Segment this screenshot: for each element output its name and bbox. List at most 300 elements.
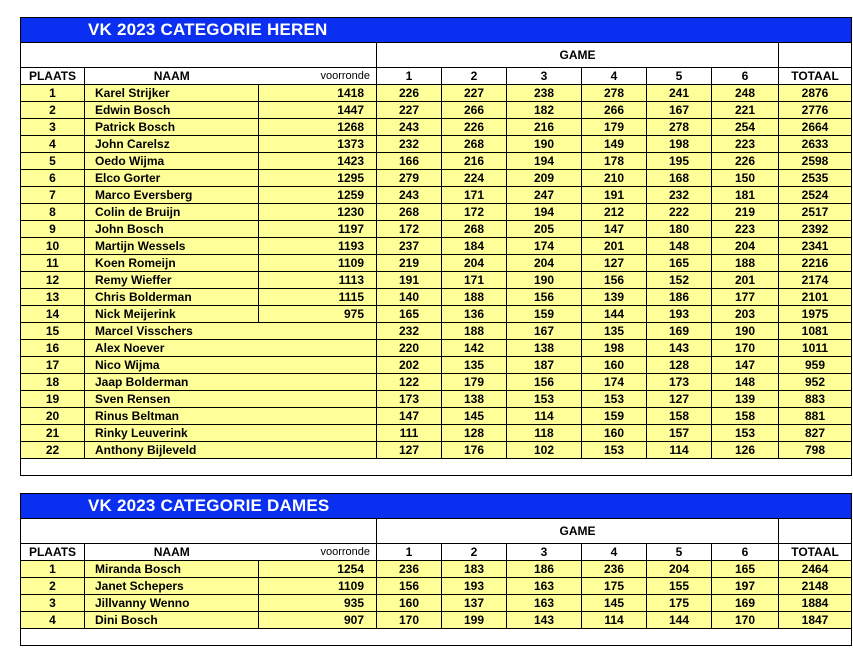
cell-totaal: 1884: [779, 595, 852, 612]
cell-game-6: 169: [712, 595, 779, 612]
cell-game-1: 166: [377, 153, 442, 170]
cell-game-6: 201: [712, 272, 779, 289]
cell-game-5: 165: [647, 255, 712, 272]
cell-game-2: 172: [442, 204, 507, 221]
cell-game-5: 128: [647, 357, 712, 374]
cell-game-4: 114: [582, 612, 647, 629]
cell-totaal: 2101: [779, 289, 852, 306]
cell-naam: Chris Bolderman: [85, 289, 259, 306]
cell-game-3: 153: [507, 391, 582, 408]
cell-totaal: 1011: [779, 340, 852, 357]
cell-naam: Jaap Bolderman: [85, 374, 377, 391]
game-label: GAME: [377, 43, 779, 68]
cell-plaats: 17: [21, 357, 85, 374]
table-row: [21, 119, 852, 136]
cell-game-1: 220: [377, 340, 442, 357]
cell-game-3: 163: [507, 578, 582, 595]
cell-plaats: 5: [21, 153, 85, 170]
cell-game-3: 209: [507, 170, 582, 187]
cell-plaats: 3: [21, 119, 85, 136]
cell-game-2: 226: [442, 119, 507, 136]
cell-totaal: 2633: [779, 136, 852, 153]
cell-totaal: 2341: [779, 238, 852, 255]
cell-game-1: 232: [377, 136, 442, 153]
cell-totaal: 2524: [779, 187, 852, 204]
cell-game-6: 254: [712, 119, 779, 136]
cell-plaats: 2: [21, 102, 85, 119]
cell-plaats: 12: [21, 272, 85, 289]
cell-plaats: 7: [21, 187, 85, 204]
cell-game-6: 197: [712, 578, 779, 595]
header-game-2: 2: [442, 68, 507, 85]
table-row: [21, 102, 852, 119]
cell-voorronde: 1259: [259, 187, 377, 204]
cell-game-1: 147: [377, 408, 442, 425]
header-voorronde: voorronde: [259, 68, 377, 85]
cell-totaal: 2216: [779, 255, 852, 272]
cell-game-2: 216: [442, 153, 507, 170]
table-row: [21, 595, 852, 612]
cell-game-3: 190: [507, 272, 582, 289]
cell-game-1: 279: [377, 170, 442, 187]
table-row: [21, 374, 852, 391]
cell-game-2: 171: [442, 272, 507, 289]
cell-naam: Miranda Bosch: [85, 561, 259, 578]
cell-totaal: 827: [779, 425, 852, 442]
cell-voorronde: 1373: [259, 136, 377, 153]
cell-game-2: 266: [442, 102, 507, 119]
cell-game-1: 219: [377, 255, 442, 272]
cell-game-6: 150: [712, 170, 779, 187]
cell-game-4: 159: [582, 408, 647, 425]
cell-naam: Rinky Leuverink: [85, 425, 377, 442]
table-row: [21, 357, 852, 374]
cell-game-6: 126: [712, 442, 779, 459]
dames-game-header-row: [21, 519, 852, 544]
cell-game-2: 136: [442, 306, 507, 323]
cell-game-5: 222: [647, 204, 712, 221]
cell-game-5: 180: [647, 221, 712, 238]
header-game-3: 3: [507, 68, 582, 85]
cell-game-6: 148: [712, 374, 779, 391]
cell-game-1: 172: [377, 221, 442, 238]
cell-game-6: 226: [712, 153, 779, 170]
cell-totaal: 952: [779, 374, 852, 391]
cell-naam: Karel Strijker: [85, 85, 259, 102]
cell-game-5: 173: [647, 374, 712, 391]
cell-naam: Koen Romeijn: [85, 255, 259, 272]
cell-game-1: 232: [377, 323, 442, 340]
cell-game-4: 160: [582, 425, 647, 442]
heren-table-section: [20, 17, 839, 476]
cell-game-4: 212: [582, 204, 647, 221]
heren-results-table: [20, 17, 852, 476]
cell-game-3: 205: [507, 221, 582, 238]
cell-game-1: 111: [377, 425, 442, 442]
table-row: [21, 306, 852, 323]
cell-game-1: 236: [377, 561, 442, 578]
table-row: [21, 255, 852, 272]
cell-plaats: 16: [21, 340, 85, 357]
cell-totaal: 2148: [779, 578, 852, 595]
cell-naam: Dini Bosch: [85, 612, 259, 629]
table-row: [21, 170, 852, 187]
cell-voorronde: 1418: [259, 85, 377, 102]
cell-game-5: 167: [647, 102, 712, 119]
cell-game-5: 114: [647, 442, 712, 459]
cell-game-5: 158: [647, 408, 712, 425]
cell-voorronde: 1113: [259, 272, 377, 289]
cell-naam: Elco Gorter: [85, 170, 259, 187]
cell-game-3: 143: [507, 612, 582, 629]
table-row: [21, 340, 852, 357]
cell-game-5: 195: [647, 153, 712, 170]
table-row: [21, 85, 852, 102]
cell-game-4: 179: [582, 119, 647, 136]
table-row: [21, 578, 852, 595]
cell-game-2: 183: [442, 561, 507, 578]
heren-title: VK 2023 CATEGORIE HEREN: [21, 18, 852, 43]
cell-plaats: 15: [21, 323, 85, 340]
table-row: [21, 221, 852, 238]
cell-game-1: 156: [377, 578, 442, 595]
cell-game-4: 178: [582, 153, 647, 170]
dames-results-table: [20, 493, 852, 646]
table-row: [21, 136, 852, 153]
cell-game-3: 118: [507, 425, 582, 442]
cell-voorronde: 907: [259, 612, 377, 629]
header-totaal: TOTAAL: [779, 68, 852, 85]
cell-game-6: 181: [712, 187, 779, 204]
cell-naam: Remy Wieffer: [85, 272, 259, 289]
table-row: [21, 425, 852, 442]
cell-plaats: 1: [21, 561, 85, 578]
heren-game-header-row: [21, 43, 852, 68]
cell-game-5: 143: [647, 340, 712, 357]
blank-cell: [779, 519, 852, 544]
cell-naam: Sven Rensen: [85, 391, 377, 408]
cell-voorronde: 1254: [259, 561, 377, 578]
cell-voorronde: 1193: [259, 238, 377, 255]
cell-game-2: 188: [442, 323, 507, 340]
cell-totaal: 2464: [779, 561, 852, 578]
cell-game-6: 223: [712, 221, 779, 238]
cell-game-2: 176: [442, 442, 507, 459]
cell-game-3: 114: [507, 408, 582, 425]
cell-totaal: 959: [779, 357, 852, 374]
cell-game-5: 193: [647, 306, 712, 323]
cell-game-4: 144: [582, 306, 647, 323]
cell-game-5: 155: [647, 578, 712, 595]
table-row: [21, 187, 852, 204]
header-naam: NAAM: [85, 544, 259, 561]
cell-game-1: 122: [377, 374, 442, 391]
table-row: [21, 289, 852, 306]
cell-game-6: 170: [712, 340, 779, 357]
game-label: GAME: [377, 519, 779, 544]
header-plaats: PLAATS: [21, 544, 85, 561]
table-row: [21, 238, 852, 255]
cell-game-4: 198: [582, 340, 647, 357]
cell-game-2: 224: [442, 170, 507, 187]
cell-game-6: 147: [712, 357, 779, 374]
table-row: [21, 204, 852, 221]
cell-game-1: 170: [377, 612, 442, 629]
header-game-5: 5: [647, 68, 712, 85]
header-game-6: 6: [712, 68, 779, 85]
cell-totaal: 2517: [779, 204, 852, 221]
header-naam: NAAM: [85, 68, 259, 85]
cell-game-2: 128: [442, 425, 507, 442]
cell-plaats: 4: [21, 136, 85, 153]
cell-game-2: 227: [442, 85, 507, 102]
cell-game-2: 188: [442, 289, 507, 306]
cell-game-2: 184: [442, 238, 507, 255]
cell-plaats: 6: [21, 170, 85, 187]
header-totaal: TOTAAL: [779, 544, 852, 561]
cell-game-4: 278: [582, 85, 647, 102]
cell-game-5: 186: [647, 289, 712, 306]
cell-naam: Rinus Beltman: [85, 408, 377, 425]
heren-column-header-row: [21, 68, 852, 85]
dames-title: VK 2023 CATEGORIE DAMES: [21, 494, 852, 519]
cell-game-2: 268: [442, 136, 507, 153]
cell-game-1: 173: [377, 391, 442, 408]
cell-game-5: 152: [647, 272, 712, 289]
cell-naam: John Carelsz: [85, 136, 259, 153]
table-row: [21, 153, 852, 170]
cell-game-5: 204: [647, 561, 712, 578]
cell-plaats: 19: [21, 391, 85, 408]
cell-game-4: 135: [582, 323, 647, 340]
cell-naam: Alex Noever: [85, 340, 377, 357]
cell-plaats: 3: [21, 595, 85, 612]
dames-table-section: [20, 493, 839, 646]
cell-game-5: 278: [647, 119, 712, 136]
cell-game-1: 127: [377, 442, 442, 459]
cell-game-6: 221: [712, 102, 779, 119]
cell-game-3: 174: [507, 238, 582, 255]
cell-totaal: 1081: [779, 323, 852, 340]
cell-game-4: 210: [582, 170, 647, 187]
cell-game-3: 159: [507, 306, 582, 323]
cell-game-4: 191: [582, 187, 647, 204]
cell-game-3: 204: [507, 255, 582, 272]
cell-totaal: 2174: [779, 272, 852, 289]
cell-game-5: 157: [647, 425, 712, 442]
cell-game-2: 171: [442, 187, 507, 204]
dames-title-row: [21, 494, 852, 519]
table-row: [21, 442, 852, 459]
cell-naam: Marcel Visschers: [85, 323, 377, 340]
cell-naam: Oedo Wijma: [85, 153, 259, 170]
blank-cell: [21, 459, 852, 476]
cell-game-1: 268: [377, 204, 442, 221]
cell-game-6: 165: [712, 561, 779, 578]
cell-game-1: 191: [377, 272, 442, 289]
cell-game-4: 175: [582, 578, 647, 595]
cell-game-4: 149: [582, 136, 647, 153]
cell-plaats: 18: [21, 374, 85, 391]
table-row: [21, 561, 852, 578]
cell-voorronde: 1268: [259, 119, 377, 136]
cell-game-3: 194: [507, 153, 582, 170]
header-voorronde: voorronde: [259, 544, 377, 561]
cell-game-4: 139: [582, 289, 647, 306]
cell-naam: Anthony Bijleveld: [85, 442, 377, 459]
cell-game-1: 243: [377, 187, 442, 204]
cell-game-3: 182: [507, 102, 582, 119]
cell-plaats: 13: [21, 289, 85, 306]
cell-game-4: 201: [582, 238, 647, 255]
dames-footer-row: [21, 629, 852, 646]
cell-game-3: 216: [507, 119, 582, 136]
blank-cell: [21, 629, 852, 646]
cell-totaal: 2392: [779, 221, 852, 238]
cell-game-6: 177: [712, 289, 779, 306]
cell-totaal: 2876: [779, 85, 852, 102]
cell-game-2: 137: [442, 595, 507, 612]
cell-game-6: 153: [712, 425, 779, 442]
cell-plaats: 11: [21, 255, 85, 272]
cell-game-3: 156: [507, 374, 582, 391]
cell-game-2: 204: [442, 255, 507, 272]
cell-voorronde: 1423: [259, 153, 377, 170]
cell-plaats: 22: [21, 442, 85, 459]
cell-game-5: 241: [647, 85, 712, 102]
table-row: [21, 323, 852, 340]
cell-plaats: 2: [21, 578, 85, 595]
cell-game-1: 140: [377, 289, 442, 306]
cell-naam: Nico Wijma: [85, 357, 377, 374]
cell-plaats: 1: [21, 85, 85, 102]
cell-game-3: 247: [507, 187, 582, 204]
cell-game-4: 160: [582, 357, 647, 374]
header-game-2: 2: [442, 544, 507, 561]
header-game-1: 1: [377, 544, 442, 561]
cell-totaal: 798: [779, 442, 852, 459]
cell-game-1: 227: [377, 102, 442, 119]
cell-game-4: 147: [582, 221, 647, 238]
header-plaats: PLAATS: [21, 68, 85, 85]
header-game-4: 4: [582, 544, 647, 561]
cell-naam: Edwin Bosch: [85, 102, 259, 119]
cell-game-3: 190: [507, 136, 582, 153]
cell-game-3: 167: [507, 323, 582, 340]
header-game-4: 4: [582, 68, 647, 85]
cell-naam: Jillvanny Wenno: [85, 595, 259, 612]
cell-game-4: 236: [582, 561, 647, 578]
cell-game-6: 139: [712, 391, 779, 408]
cell-plaats: 20: [21, 408, 85, 425]
cell-game-6: 219: [712, 204, 779, 221]
cell-game-5: 144: [647, 612, 712, 629]
cell-game-2: 193: [442, 578, 507, 595]
heren-title-row: [21, 18, 852, 43]
cell-game-6: 170: [712, 612, 779, 629]
cell-voorronde: 1230: [259, 204, 377, 221]
table-row: [21, 391, 852, 408]
cell-game-3: 138: [507, 340, 582, 357]
blank-cell: [21, 43, 377, 68]
cell-totaal: 2535: [779, 170, 852, 187]
cell-naam: Janet Schepers: [85, 578, 259, 595]
cell-voorronde: 1295: [259, 170, 377, 187]
cell-game-6: 223: [712, 136, 779, 153]
cell-voorronde: 935: [259, 595, 377, 612]
cell-plaats: 14: [21, 306, 85, 323]
cell-game-1: 226: [377, 85, 442, 102]
table-row: [21, 272, 852, 289]
cell-game-3: 156: [507, 289, 582, 306]
cell-voorronde: 1197: [259, 221, 377, 238]
header-game-6: 6: [712, 544, 779, 561]
cell-game-4: 156: [582, 272, 647, 289]
cell-game-4: 153: [582, 442, 647, 459]
heren-footer-row: [21, 459, 852, 476]
cell-game-2: 135: [442, 357, 507, 374]
cell-totaal: 1847: [779, 612, 852, 629]
cell-game-6: 248: [712, 85, 779, 102]
table-row: [21, 612, 852, 629]
cell-game-5: 148: [647, 238, 712, 255]
cell-totaal: 883: [779, 391, 852, 408]
cell-game-4: 145: [582, 595, 647, 612]
cell-naam: Nick Meijerink: [85, 306, 259, 323]
cell-game-1: 165: [377, 306, 442, 323]
cell-game-3: 187: [507, 357, 582, 374]
cell-game-1: 202: [377, 357, 442, 374]
blank-cell: [21, 519, 377, 544]
dames-column-header-row: [21, 544, 852, 561]
cell-game-2: 268: [442, 221, 507, 238]
cell-plaats: 8: [21, 204, 85, 221]
cell-naam: Marco Eversberg: [85, 187, 259, 204]
cell-voorronde: 975: [259, 306, 377, 323]
cell-game-5: 168: [647, 170, 712, 187]
cell-naam: Colin de Bruijn: [85, 204, 259, 221]
cell-game-5: 198: [647, 136, 712, 153]
cell-game-1: 237: [377, 238, 442, 255]
cell-plaats: 10: [21, 238, 85, 255]
blank-cell: [779, 43, 852, 68]
cell-totaal: 2664: [779, 119, 852, 136]
header-game-3: 3: [507, 544, 582, 561]
cell-game-5: 175: [647, 595, 712, 612]
cell-game-6: 188: [712, 255, 779, 272]
cell-naam: Patrick Bosch: [85, 119, 259, 136]
cell-plaats: 9: [21, 221, 85, 238]
cell-game-5: 232: [647, 187, 712, 204]
cell-voorronde: 1109: [259, 578, 377, 595]
cell-game-5: 127: [647, 391, 712, 408]
cell-game-3: 186: [507, 561, 582, 578]
cell-game-3: 102: [507, 442, 582, 459]
cell-game-2: 179: [442, 374, 507, 391]
cell-game-6: 158: [712, 408, 779, 425]
cell-game-6: 190: [712, 323, 779, 340]
header-game-5: 5: [647, 544, 712, 561]
cell-voorronde: 1115: [259, 289, 377, 306]
cell-game-1: 243: [377, 119, 442, 136]
cell-game-4: 174: [582, 374, 647, 391]
table-row: [21, 408, 852, 425]
cell-game-3: 194: [507, 204, 582, 221]
cell-game-2: 145: [442, 408, 507, 425]
cell-totaal: 2776: [779, 102, 852, 119]
cell-voorronde: 1447: [259, 102, 377, 119]
cell-game-2: 138: [442, 391, 507, 408]
